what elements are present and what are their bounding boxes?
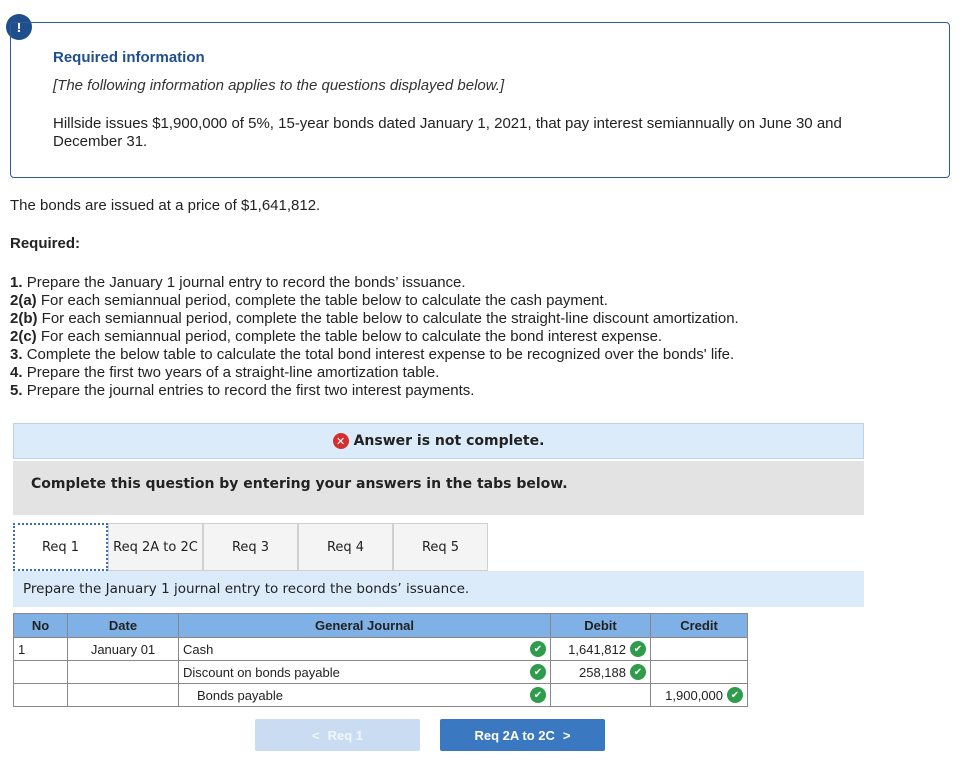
prev-button-label: Req 1 — [327, 727, 363, 743]
requirement-item: 2(a) For each semiannual period, complete the table below to calculate the cash payment. — [10, 292, 608, 309]
cell-credit[interactable] — [651, 684, 748, 707]
check-icon: ✔ — [530, 664, 546, 680]
tab-req-4[interactable]: Req 4 — [298, 523, 393, 571]
alert-icon: ! — [6, 14, 32, 40]
header-credit: Credit — [651, 614, 748, 638]
requirement-item: 1. Prepare the January 1 journal entry to record the bonds’ issuance. — [10, 274, 466, 291]
cell-no: 1 — [14, 638, 68, 661]
cell-account[interactable] — [179, 684, 551, 707]
cell-debit[interactable] — [551, 638, 651, 661]
header-general-journal: General Journal — [179, 614, 551, 638]
credit-value: 1,900,000 — [665, 687, 723, 703]
tab-req-1[interactable]: Req 1 — [13, 523, 108, 571]
cell-account[interactable] — [179, 638, 551, 661]
check-icon: ✔ — [727, 687, 743, 703]
cell-debit[interactable] — [551, 661, 651, 684]
tab-bar — [13, 523, 488, 571]
chevron-right-icon: > — [562, 727, 571, 743]
status-text: Answer is not complete. — [353, 433, 545, 449]
cell-date[interactable] — [68, 684, 179, 707]
cell-date[interactable]: January 01 — [68, 638, 179, 661]
cell-no — [14, 661, 68, 684]
header-no: No — [14, 614, 68, 638]
table-row — [14, 684, 748, 707]
account-name: Bonds payable — [197, 687, 284, 703]
requirements-list — [10, 274, 739, 400]
error-x-icon: ✕ — [333, 433, 349, 449]
prev-button[interactable] — [255, 719, 420, 751]
cell-no — [14, 684, 68, 707]
requirement-item: 3. Complete the below table to calculate the total bond interest expense to be recognized over the bonds' life. — [10, 346, 735, 363]
instruction-text: Complete this question by entering your answers in the tabs below. — [31, 476, 568, 492]
price-text: The bonds are issued at a price of $1,641,812. — [10, 197, 321, 214]
check-icon: ✔ — [530, 687, 546, 703]
debit-value: 258,188 — [579, 664, 626, 680]
requirement-item: 2(b) For each semiannual period, complete the table below to calculate the straight-line discount amortization. — [10, 310, 739, 327]
requirement-item: 4. Prepare the first two years of a straight-line amortization table. — [10, 364, 440, 381]
prompt-bar — [13, 571, 864, 607]
cell-credit[interactable] — [651, 638, 748, 661]
instruction-box — [13, 461, 864, 515]
tab-req-5[interactable]: Req 5 — [393, 523, 488, 571]
table-row — [14, 661, 748, 684]
requirement-item: 2(c) For each semiannual period, complete the table below to calculate the bond interest expense. — [10, 328, 663, 345]
cell-credit[interactable] — [651, 661, 748, 684]
info-subtitle: [The following information applies to the questions displayed below.] — [53, 77, 505, 94]
journal-header-row — [14, 614, 748, 638]
journal-table — [13, 613, 748, 707]
prompt-text: Prepare the January 1 journal entry to record the bonds’ issuance. — [23, 581, 470, 597]
account-name: Cash — [183, 641, 214, 657]
cell-date[interactable] — [68, 661, 179, 684]
cell-debit[interactable] — [551, 684, 651, 707]
required-information-box — [10, 22, 950, 178]
tab-req-3[interactable]: Req 3 — [203, 523, 298, 571]
info-title: Required information — [53, 49, 205, 66]
account-name: Discount on bonds payable — [183, 664, 340, 680]
next-button[interactable] — [440, 719, 605, 751]
info-body: Hillside issues $1,900,000 of 5%, 15-year bonds dated January 1, 2021, that pay interest semiannually on June 30 and December 31. — [53, 115, 842, 150]
header-debit: Debit — [551, 614, 651, 638]
next-button-label: Req 2A to 2C — [474, 727, 555, 743]
tab-req-2a-to-2c[interactable]: Req 2A to 2C — [108, 523, 203, 571]
cell-account[interactable] — [179, 661, 551, 684]
answer-status-bar — [13, 423, 864, 459]
check-icon: ✔ — [630, 641, 646, 657]
required-label: Required: — [10, 235, 81, 252]
chevron-left-icon: < — [312, 727, 320, 743]
check-icon: ✔ — [630, 664, 646, 680]
check-icon: ✔ — [530, 641, 546, 657]
table-row — [14, 638, 748, 661]
requirement-item: 5. Prepare the journal entries to record the first two interest payments. — [10, 382, 475, 399]
debit-value: 1,641,812 — [568, 641, 626, 657]
header-date: Date — [68, 614, 179, 638]
